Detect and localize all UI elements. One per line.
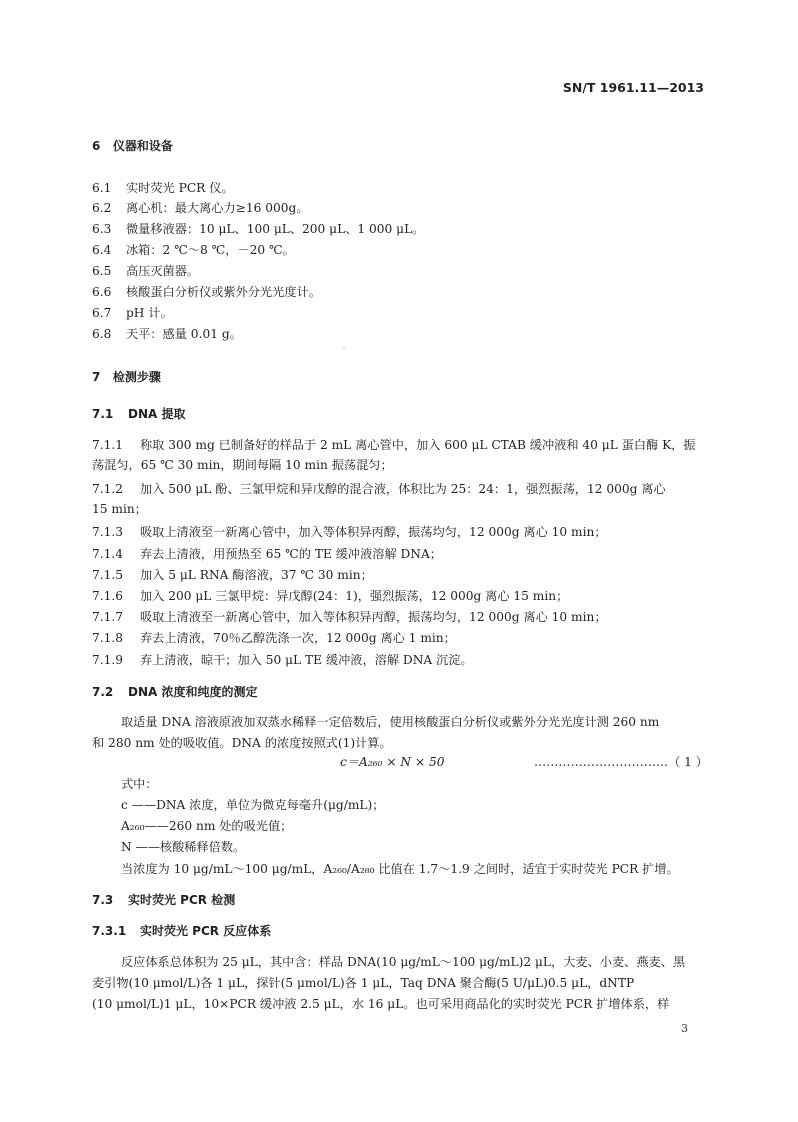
list-item: 6.7 pH 计。	[92, 306, 173, 320]
paragraph-line: (10 μmol/L)1 μL，10×PCR 缓冲液 2.5 μL，水 16 μL。也可采用商品化的实时荧光 PCR 扩增体系，样	[92, 997, 670, 1011]
section-7-3-1-heading: 7.3.1 实时荧光 PCR 反应体系	[92, 924, 272, 938]
section-7-2-heading: 7.2 DNA 浓度和纯度的测定	[92, 685, 258, 699]
list-item: 7.1.1 称取 300 mg 已制备好的样品于 2 mL 离心管中，加入 600 μL CTAB 缓冲液和 40 μL 蛋白酶 K，振	[92, 438, 696, 452]
list-item: 7.1.4 弃去上清液，用预热至 65 ℃的 TE 缓冲液溶解 DNA；	[92, 547, 442, 561]
definition-line: A₂₆₀——260 nm 处的吸光值；	[121, 819, 293, 833]
section-number: 6	[92, 139, 101, 153]
paragraph-line: 反应体系总体积为 25 μL，其中含：样品 DNA(10 μg/mL～100 μg/mL)2 μL，大麦、小麦、燕麦、黑	[121, 955, 686, 969]
document-code: SN/T 1961.11—2013	[562, 80, 704, 95]
list-item: 7.1.6 加入 200 μL 三氯甲烷：异戊醇(24：1)，强烈振荡，12 000g 离心 15 min；	[92, 589, 569, 603]
stray-mark	[343, 348, 345, 349]
page-number: 3	[681, 1022, 688, 1035]
list-item: 6.6 核酸蛋白分析仪或紫外分光光度计。	[92, 285, 321, 299]
definition-line: N ——核酸稀释倍数。	[121, 840, 246, 854]
paragraph-line: 麦引物(10 μmol/L)各 1 μL，探针(5 μmol/L)各 1 μL，Taq DNA 聚合酶(5 U/μL)0.5 μL，dNTP	[92, 976, 635, 990]
list-item: 6.2 离心机：最大离心力≥16 000g。	[92, 201, 309, 215]
section-7-1-heading: 7.1 DNA 提取	[92, 407, 186, 421]
list-item: 7.1.8 弃去上清液，70％乙醇洗涤一次，12 000g 离心 1 min；	[92, 631, 456, 645]
paragraph-line: 当浓度为 10 μg/mL～100 μg/mL，A₂₆₀/A₂₈₀ 比值在 1.7～1.9 之间时，适宜于实时荧光 PCR 扩增。	[121, 862, 679, 876]
definition-line: c ——DNA 浓度，单位为微克每毫升(μg/mL)；	[121, 798, 385, 812]
formula-row	[92, 753, 708, 769]
list-item: 6.5 高压灭菌器。	[92, 264, 200, 278]
list-item: 7.1.2 加入 500 μL 酚、三氯甲烷和异戊醇的混合液，体积比为 25：24：1，强烈振荡，12 000g 离心	[92, 482, 666, 496]
section-title: 仪器和设备	[112, 139, 173, 153]
paragraph-line: 取适量 DNA 溶液原液加双蒸水稀释一定倍数后，使用核酸蛋白分析仪或紫外分光光度计测 260 nm	[121, 715, 660, 729]
section-6-heading	[92, 138, 708, 154]
paragraph-line: 和 280 nm 处的吸收值。DNA 的浓度按照式(1)计算。	[92, 736, 392, 750]
list-item-continuation: 荡混匀，65 ℃ 30 min，期间每隔 10 min 振荡混匀；	[92, 458, 393, 472]
list-item: 7.1.5 加入 5 μL RNA 酶溶液，37 ℃ 30 min；	[92, 568, 373, 582]
list-item: 6.4 冰箱：2 ℃～8 ℃，－20 ℃。	[92, 243, 295, 257]
list-item: 7.1.7 吸取上清液至一新离心管中，加入等体积异丙醇，振荡均匀，12 000g 离心 10 min；	[92, 610, 607, 624]
list-item: 7.1.3 吸取上清液至一新离心管中，加入等体积异丙醇，振荡均匀，12 000g 离心 10 min；	[92, 525, 607, 539]
formula-expression: c＝A₂₆₀ × N × 50	[340, 755, 445, 769]
list-item: 7.1.9 弃上清液，晾干；加入 50 μL TE 缓冲液，溶解 DNA 沉淀。	[92, 653, 473, 667]
list-item-continuation: 15 min；	[92, 502, 147, 516]
section-7-3-heading: 7.3 实时荧光 PCR 检测	[92, 893, 236, 907]
list-item: 6.1 实时荧光 PCR 仪。	[92, 181, 234, 195]
list-item: 6.8 天平：感量 0.01 g。	[92, 327, 242, 341]
formula-number: ……………………………（ 1 ）	[534, 755, 708, 769]
list-item: 6.3 微量移液器：10 μL、100 μL、200 μL、1 000 μL。	[92, 222, 425, 236]
section-7-heading: 7 检测步骤	[92, 370, 161, 384]
where-label: 式中：	[121, 777, 158, 791]
